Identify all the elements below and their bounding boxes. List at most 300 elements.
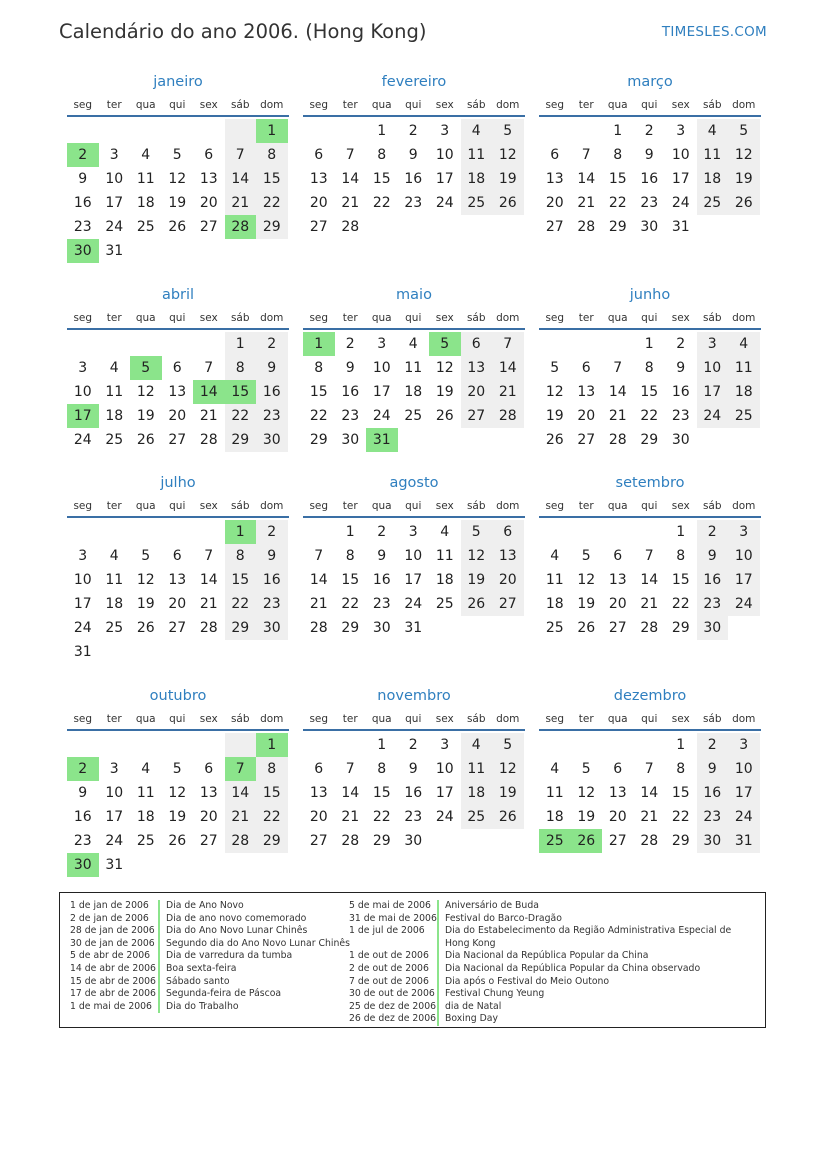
day-cell: 2 bbox=[377, 524, 387, 540]
day-cell: 14 bbox=[225, 167, 257, 191]
day-cell: 22 bbox=[256, 805, 288, 829]
day-grid bbox=[303, 332, 525, 452]
weekday-label: seg bbox=[73, 312, 93, 324]
day-cell: 23 bbox=[256, 592, 288, 616]
day-cell: 17 bbox=[728, 568, 760, 592]
empty-cell bbox=[602, 520, 634, 544]
weekday-label: qui bbox=[169, 500, 186, 512]
day-cell: 10 bbox=[435, 147, 454, 163]
day-cell: 24 bbox=[73, 620, 92, 636]
month-fevereiro bbox=[303, 72, 525, 239]
weekday-label: qua bbox=[371, 713, 392, 725]
weekday-label: dom bbox=[260, 312, 284, 324]
legend-color-bar bbox=[158, 1001, 160, 1014]
day-cell: 15 bbox=[225, 568, 257, 592]
day-cell: 9 bbox=[697, 757, 729, 781]
day-cell: 30 bbox=[341, 432, 360, 448]
day-cell: 21 bbox=[492, 380, 524, 404]
day-cell: 8 bbox=[256, 143, 288, 167]
day-cell: 24 bbox=[435, 195, 454, 211]
day-cell: 8 bbox=[256, 757, 288, 781]
legend-column-left bbox=[70, 900, 350, 1013]
day-cell: 13 bbox=[545, 171, 564, 187]
legend-color-bar bbox=[437, 913, 439, 926]
weekday-label: sáb bbox=[466, 312, 486, 324]
legend-holiday-name: Festival Chung Yeung bbox=[445, 988, 545, 1000]
day-cell: 15 bbox=[256, 781, 288, 805]
legend-entry bbox=[70, 913, 350, 926]
day-cell: 28 bbox=[492, 404, 524, 428]
day-cell: 20 bbox=[168, 596, 187, 612]
weekday-label: sáb bbox=[466, 500, 486, 512]
legend-color-bar bbox=[437, 963, 439, 976]
legend-date: 17 de abr de 2006 bbox=[70, 988, 156, 1000]
weekday-label: dom bbox=[496, 500, 520, 512]
holiday-day: 2 bbox=[67, 757, 99, 781]
empty-cell bbox=[461, 616, 493, 640]
day-cell: 23 bbox=[341, 408, 360, 424]
header-rule bbox=[67, 328, 289, 330]
day-cell: 18 bbox=[105, 408, 124, 424]
legend-entry bbox=[70, 938, 350, 951]
day-cell: 23 bbox=[404, 195, 423, 211]
day-cell: 29 bbox=[608, 219, 627, 235]
empty-cell bbox=[571, 119, 603, 143]
empty-cell bbox=[602, 332, 634, 356]
weekday-label: ter bbox=[342, 99, 358, 111]
day-cell: 4 bbox=[728, 332, 760, 356]
legend-holiday-name: Dia de ano novo comemorado bbox=[166, 912, 307, 924]
empty-cell bbox=[429, 215, 461, 239]
day-cell: 29 bbox=[256, 829, 288, 853]
holiday-day: 28 bbox=[225, 215, 257, 239]
empty-cell bbox=[67, 332, 99, 356]
weekday-label: seg bbox=[545, 500, 565, 512]
day-cell: 12 bbox=[492, 757, 524, 781]
day-cell: 9 bbox=[78, 171, 88, 187]
weekday-label: qui bbox=[641, 99, 658, 111]
day-cell: 18 bbox=[545, 809, 564, 825]
day-cell: 16 bbox=[640, 171, 659, 187]
legend-entry bbox=[70, 925, 350, 938]
day-cell: 6 bbox=[550, 147, 560, 163]
empty-cell bbox=[225, 640, 257, 664]
legend-entry bbox=[349, 963, 745, 976]
weekday-label: sáb bbox=[702, 99, 722, 111]
day-cell: 14 bbox=[225, 781, 257, 805]
legend-date: 5 de abr de 2006 bbox=[70, 950, 151, 962]
weekday-label: qui bbox=[405, 99, 422, 111]
day-cell: 20 bbox=[577, 408, 596, 424]
legend-holiday-name: Dia do Trabalho bbox=[166, 1000, 239, 1012]
day-cell: 20 bbox=[309, 809, 328, 825]
day-cell: 21 bbox=[640, 809, 659, 825]
month-name: janeiro bbox=[153, 74, 203, 90]
day-cell: 16 bbox=[341, 384, 360, 400]
day-cell: 1 bbox=[377, 737, 387, 753]
weekday-label: qui bbox=[169, 99, 186, 111]
day-cell: 26 bbox=[136, 432, 155, 448]
weekday-label: ter bbox=[578, 500, 594, 512]
legend-holiday-name: Dia do Ano Novo Lunar Chinês bbox=[166, 925, 308, 937]
day-cell: 1 bbox=[613, 123, 623, 139]
day-cell: 25 bbox=[461, 191, 493, 215]
empty-cell bbox=[303, 119, 335, 143]
day-cell: 6 bbox=[613, 761, 623, 777]
empty-cell bbox=[67, 119, 99, 143]
day-cell: 18 bbox=[728, 380, 760, 404]
day-cell: 13 bbox=[168, 384, 187, 400]
empty-cell bbox=[461, 215, 493, 239]
day-cell: 3 bbox=[109, 761, 119, 777]
day-cell: 17 bbox=[105, 195, 124, 211]
empty-cell bbox=[256, 640, 288, 664]
legend-color-bar bbox=[437, 1013, 439, 1026]
day-cell: 29 bbox=[225, 428, 257, 452]
day-grid bbox=[539, 332, 761, 452]
day-cell: 6 bbox=[172, 360, 182, 376]
day-cell: 13 bbox=[461, 356, 493, 380]
day-cell: 7 bbox=[225, 143, 257, 167]
day-cell: 28 bbox=[199, 432, 218, 448]
day-cell: 16 bbox=[372, 572, 391, 588]
day-cell: 26 bbox=[492, 191, 524, 215]
day-cell: 24 bbox=[105, 219, 124, 235]
day-cell: 4 bbox=[109, 548, 119, 564]
header-rule bbox=[67, 115, 289, 117]
month-janeiro bbox=[67, 72, 289, 263]
day-cell: 21 bbox=[199, 596, 218, 612]
day-cell: 22 bbox=[671, 809, 690, 825]
month-name: julho bbox=[160, 475, 196, 491]
day-cell: 4 bbox=[440, 524, 450, 540]
legend-holiday-name: Dia Nacional da República Popular da China bbox=[445, 950, 649, 962]
holiday-day: 30 bbox=[67, 239, 99, 263]
day-cell: 19 bbox=[492, 781, 524, 805]
day-cell: 11 bbox=[136, 171, 155, 187]
day-cell: 25 bbox=[105, 620, 124, 636]
day-cell: 18 bbox=[435, 572, 454, 588]
day-cell: 5 bbox=[172, 147, 182, 163]
weekday-label: sáb bbox=[230, 500, 250, 512]
weekday-label: dom bbox=[496, 99, 520, 111]
legend-date: 2 de out de 2006 bbox=[349, 962, 429, 974]
day-cell: 2 bbox=[256, 520, 288, 544]
day-cell: 12 bbox=[728, 143, 760, 167]
day-cell: 16 bbox=[256, 380, 288, 404]
holiday-day: 5 bbox=[429, 332, 461, 356]
month-dezembro bbox=[539, 686, 761, 853]
day-cell: 12 bbox=[136, 572, 155, 588]
empty-cell bbox=[99, 520, 131, 544]
day-cell: 10 bbox=[671, 147, 690, 163]
weekday-label: sáb bbox=[702, 500, 722, 512]
day-cell: 9 bbox=[345, 360, 355, 376]
day-cell: 20 bbox=[168, 408, 187, 424]
empty-cell bbox=[303, 733, 335, 757]
weekday-label: qua bbox=[371, 500, 392, 512]
day-cell: 8 bbox=[225, 544, 257, 568]
day-cell: 19 bbox=[136, 408, 155, 424]
day-cell: 30 bbox=[697, 829, 729, 853]
day-cell: 14 bbox=[199, 572, 218, 588]
empty-cell bbox=[162, 520, 194, 544]
empty-cell bbox=[429, 829, 461, 853]
day-cell: 31 bbox=[105, 857, 124, 873]
month-name: junho bbox=[629, 287, 671, 303]
day-cell: 27 bbox=[168, 620, 187, 636]
legend-holiday-name: Dia de varredura da tumba bbox=[166, 950, 293, 962]
day-cell: 9 bbox=[697, 544, 729, 568]
weekday-label: ter bbox=[106, 500, 122, 512]
empty-cell bbox=[162, 733, 194, 757]
weekday-label: qui bbox=[169, 713, 186, 725]
day-cell: 24 bbox=[697, 404, 729, 428]
day-cell: 28 bbox=[199, 620, 218, 636]
empty-cell bbox=[193, 733, 225, 757]
day-cell: 6 bbox=[204, 147, 214, 163]
day-cell: 10 bbox=[73, 384, 92, 400]
day-cell: 15 bbox=[341, 572, 360, 588]
empty-cell bbox=[130, 640, 162, 664]
weekday-label: ter bbox=[578, 713, 594, 725]
day-cell: 4 bbox=[141, 147, 151, 163]
day-cell: 14 bbox=[640, 785, 659, 801]
day-cell: 17 bbox=[372, 384, 391, 400]
weekday-header bbox=[67, 95, 289, 115]
day-cell: 20 bbox=[309, 195, 328, 211]
day-cell: 12 bbox=[577, 572, 596, 588]
empty-cell bbox=[67, 733, 99, 757]
day-cell: 2 bbox=[345, 336, 355, 352]
day-cell: 14 bbox=[577, 171, 596, 187]
day-cell: 20 bbox=[492, 568, 524, 592]
day-cell: 26 bbox=[136, 620, 155, 636]
day-cell: 10 bbox=[105, 171, 124, 187]
day-cell: 16 bbox=[697, 568, 729, 592]
day-cell: 10 bbox=[435, 761, 454, 777]
day-cell: 21 bbox=[640, 596, 659, 612]
day-cell: 17 bbox=[105, 809, 124, 825]
day-cell: 27 bbox=[309, 833, 328, 849]
day-cell: 23 bbox=[671, 408, 690, 424]
empty-cell bbox=[130, 733, 162, 757]
day-cell: 21 bbox=[309, 596, 328, 612]
day-cell: 20 bbox=[545, 195, 564, 211]
header-rule bbox=[539, 328, 761, 330]
holiday-day: 1 bbox=[303, 332, 335, 356]
weekday-label: qui bbox=[641, 713, 658, 725]
empty-cell bbox=[571, 332, 603, 356]
day-cell: 11 bbox=[545, 572, 564, 588]
weekday-label: ter bbox=[106, 99, 122, 111]
day-cell: 11 bbox=[461, 757, 493, 781]
month-novembro bbox=[303, 686, 525, 853]
day-cell: 17 bbox=[728, 781, 760, 805]
day-cell: 13 bbox=[608, 572, 627, 588]
header-rule bbox=[539, 516, 761, 518]
month-name: maio bbox=[396, 287, 432, 303]
day-cell: 17 bbox=[697, 380, 729, 404]
weekday-header bbox=[303, 308, 525, 328]
weekday-label: seg bbox=[545, 312, 565, 324]
day-cell: 4 bbox=[697, 119, 729, 143]
day-cell: 18 bbox=[136, 195, 155, 211]
empty-cell bbox=[225, 239, 257, 263]
day-cell: 23 bbox=[697, 592, 729, 616]
legend-color-bar bbox=[158, 988, 160, 1001]
day-cell: 19 bbox=[168, 195, 187, 211]
day-cell: 20 bbox=[461, 380, 493, 404]
weekday-label: qui bbox=[169, 312, 186, 324]
day-cell: 29 bbox=[372, 833, 391, 849]
day-cell: 5 bbox=[581, 761, 591, 777]
weekday-label: seg bbox=[309, 99, 329, 111]
holiday-day: 25 bbox=[539, 829, 571, 853]
day-cell: 20 bbox=[608, 809, 627, 825]
day-cell: 29 bbox=[309, 432, 328, 448]
weekday-label: qua bbox=[371, 312, 392, 324]
day-cell: 11 bbox=[404, 360, 423, 376]
legend-color-bar bbox=[158, 913, 160, 926]
header-rule bbox=[539, 729, 761, 731]
legend-entry bbox=[70, 1001, 350, 1014]
day-cell: 7 bbox=[345, 147, 355, 163]
day-cell: 3 bbox=[728, 733, 760, 757]
day-cell: 27 bbox=[168, 432, 187, 448]
empty-cell bbox=[130, 239, 162, 263]
legend-holiday-name: Segundo dia do Ano Novo Lunar Chinês bbox=[166, 937, 350, 949]
day-cell: 8 bbox=[676, 761, 686, 777]
day-cell: 21 bbox=[577, 195, 596, 211]
month-setembro bbox=[539, 473, 761, 640]
day-cell: 9 bbox=[256, 356, 288, 380]
day-cell: 13 bbox=[309, 785, 328, 801]
day-cell: 14 bbox=[341, 171, 360, 187]
empty-cell bbox=[461, 428, 493, 452]
month-name: novembro bbox=[377, 688, 451, 704]
day-cell: 8 bbox=[644, 360, 654, 376]
day-cell: 22 bbox=[309, 408, 328, 424]
header-rule bbox=[303, 729, 525, 731]
weekday-label: qua bbox=[135, 713, 156, 725]
month-name: dezembro bbox=[613, 688, 687, 704]
day-cell: 28 bbox=[640, 833, 659, 849]
day-grid bbox=[67, 520, 289, 664]
legend-color-bar bbox=[158, 900, 160, 913]
day-cell: 31 bbox=[728, 829, 760, 853]
day-cell: 19 bbox=[435, 384, 454, 400]
day-cell: 7 bbox=[345, 761, 355, 777]
day-cell: 24 bbox=[404, 596, 423, 612]
day-cell: 3 bbox=[78, 360, 88, 376]
day-cell: 11 bbox=[728, 356, 760, 380]
empty-cell bbox=[335, 733, 367, 757]
legend-date: 1 de out de 2006 bbox=[349, 950, 429, 962]
empty-cell bbox=[193, 853, 225, 877]
day-cell: 2 bbox=[408, 737, 418, 753]
day-cell: 8 bbox=[225, 356, 257, 380]
day-cell: 30 bbox=[697, 616, 729, 640]
weekday-label: sáb bbox=[702, 312, 722, 324]
day-cell: 25 bbox=[461, 805, 493, 829]
day-cell: 23 bbox=[640, 195, 659, 211]
day-cell: 13 bbox=[577, 384, 596, 400]
legend-date: 2 de jan de 2006 bbox=[70, 912, 149, 924]
weekday-label: sáb bbox=[230, 99, 250, 111]
legend-entry bbox=[349, 950, 745, 963]
day-cell: 24 bbox=[105, 833, 124, 849]
holiday-day: 1 bbox=[256, 119, 288, 143]
empty-cell bbox=[728, 215, 760, 239]
day-cell: 1 bbox=[345, 524, 355, 540]
day-cell: 9 bbox=[256, 544, 288, 568]
day-cell: 30 bbox=[640, 219, 659, 235]
header-rule bbox=[303, 328, 525, 330]
day-cell: 22 bbox=[225, 592, 257, 616]
day-cell: 17 bbox=[435, 171, 454, 187]
empty-cell bbox=[571, 520, 603, 544]
empty-cell bbox=[193, 119, 225, 143]
legend-date: 26 de dez de 2006 bbox=[349, 1013, 437, 1025]
day-cell: 5 bbox=[492, 733, 524, 757]
day-cell: 25 bbox=[105, 432, 124, 448]
empty-cell bbox=[99, 733, 131, 757]
day-cell: 29 bbox=[671, 620, 690, 636]
day-cell: 28 bbox=[577, 219, 596, 235]
weekday-label: sex bbox=[671, 99, 690, 111]
day-cell: 21 bbox=[608, 408, 627, 424]
weekday-label: sex bbox=[199, 500, 218, 512]
day-cell: 21 bbox=[225, 191, 257, 215]
day-cell: 8 bbox=[613, 147, 623, 163]
legend-date: 30 de jan de 2006 bbox=[70, 937, 155, 949]
site-logo-link[interactable]: TIMESLES.COM bbox=[661, 24, 767, 40]
month-maio bbox=[303, 285, 525, 452]
day-cell: 25 bbox=[435, 596, 454, 612]
empty-cell bbox=[67, 520, 99, 544]
day-cell: 1 bbox=[676, 737, 686, 753]
weekday-label: dom bbox=[260, 713, 284, 725]
day-cell: 31 bbox=[404, 620, 423, 636]
legend-holiday-name: Dia Nacional da República Popular da China observado bbox=[445, 962, 701, 974]
day-cell: 22 bbox=[608, 195, 627, 211]
day-cell: 12 bbox=[435, 360, 454, 376]
weekday-label: qua bbox=[135, 99, 156, 111]
day-cell: 24 bbox=[671, 195, 690, 211]
day-cell: 9 bbox=[377, 548, 387, 564]
day-cell: 15 bbox=[372, 785, 391, 801]
day-cell: 7 bbox=[492, 332, 524, 356]
day-grid bbox=[67, 733, 289, 877]
legend-entry bbox=[349, 976, 745, 989]
legend-date: 15 de abr de 2006 bbox=[70, 975, 156, 987]
day-cell: 30 bbox=[256, 428, 288, 452]
weekday-label: qui bbox=[405, 500, 422, 512]
day-cell: 28 bbox=[640, 620, 659, 636]
day-cell: 19 bbox=[545, 408, 564, 424]
weekday-label: seg bbox=[309, 500, 329, 512]
weekday-label: sex bbox=[199, 99, 218, 111]
day-cell: 26 bbox=[168, 219, 187, 235]
day-cell: 29 bbox=[671, 833, 690, 849]
day-cell: 4 bbox=[550, 548, 560, 564]
day-cell: 16 bbox=[671, 384, 690, 400]
legend-color-bar bbox=[158, 925, 160, 938]
day-cell: 14 bbox=[608, 384, 627, 400]
day-cell: 15 bbox=[671, 572, 690, 588]
empty-cell bbox=[602, 733, 634, 757]
